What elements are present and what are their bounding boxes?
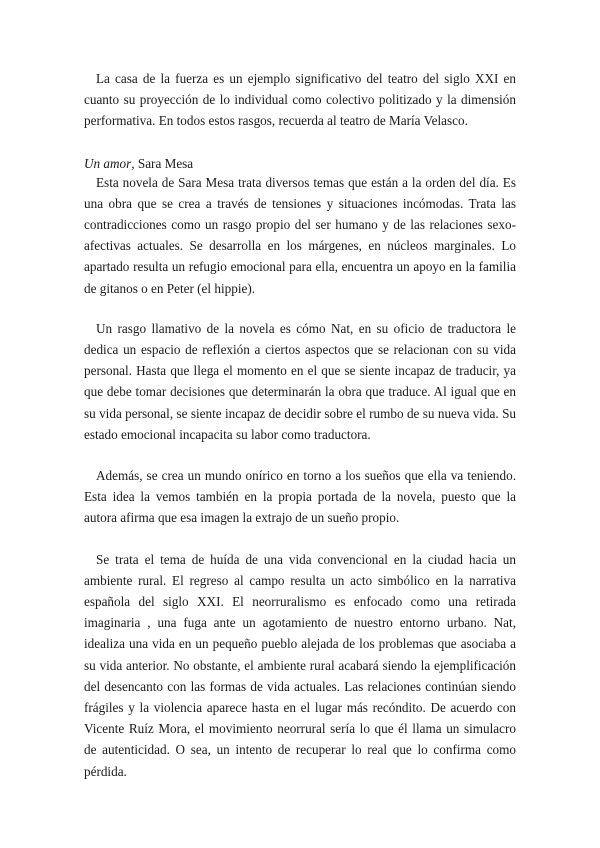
document-page (84, 68, 516, 782)
section-heading (84, 155, 516, 172)
body-paragraph-1: Esta novela de Sara Mesa trata diversos temas que están a la orden del día. Es una obra que se crea a través de tensiones y situaciones incómodas. Trata las contradicciones como un rasgo propio del ser humano y de las relaciones sexo-afectivas actuales. Se desarrolla en los márgenes, en núcleos marginales. Lo apartado resulta un refugio emocional para ella, encuentra un apoyo en la familia de gitanos o en Peter (el hippie). (84, 174, 516, 296)
section-title-author: , Sara Mesa (131, 155, 194, 171)
body-paragraph-3: Además, se crea un mundo onírico en torno a los sueños que ella va teniendo. Esta idea la vemos también en la propia portada de la novela, puesto que la autora afirma que esa imagen la extrajo de un sueño propio. (84, 468, 516, 526)
body-paragraph-2: Un rasgo llamativo de la novela es cómo Nat, en su oficio de traductora le dedica un espacio de reflexión a ciertos aspectos que se relacionan con su vida personal. Hasta que llega el momento en el que se siente incapaz de traducir, ya que debe tomar decisiones que determinarán la obra que traduce. Al igual que en su vida personal, se siente incapaz de decidir sobre el rumbo de su nueva vida. Su estado emocional incapacita su labor como traductora. (84, 320, 516, 442)
section-title-italic: Un amor (84, 155, 132, 171)
body-paragraph-4: Se trata el tema de huída de una vida convencional en la ciudad hacia un ambiente rural. El regreso al campo resulta un acto simbólico en la narrativa española del siglo XXI. El neorruralismo es enfocado como una retirada imaginaria , una fuga ante un agotamiento de nuestro entorno urbano. Nat, idealiza una vida en un pequeño pueblo alejada de los problemas que asociaba a su vida anterior. No obstante, el ambiente rural acabará siendo la ejemplificación del desencanto con las formas de vida actuales. Las relaciones continúan siendo frágiles y la violencia aparece hasta en el lugar más recóndito. De acuerdo con Vicente Ruíz Mora, el movimiento neorrural sería lo que él llama un simulacro de autenticidad. O sea, un intento de recuperar lo real que lo confirma como pérdida. (84, 551, 516, 779)
intro-paragraph: La casa de la fuerza es un ejemplo significativo del teatro del siglo XXI en cuanto su proyección de lo individual como colectivo politizado y la dimensión performativa. En todos estos rasgos, recuerda al teatro de María Velasco. (84, 71, 516, 129)
